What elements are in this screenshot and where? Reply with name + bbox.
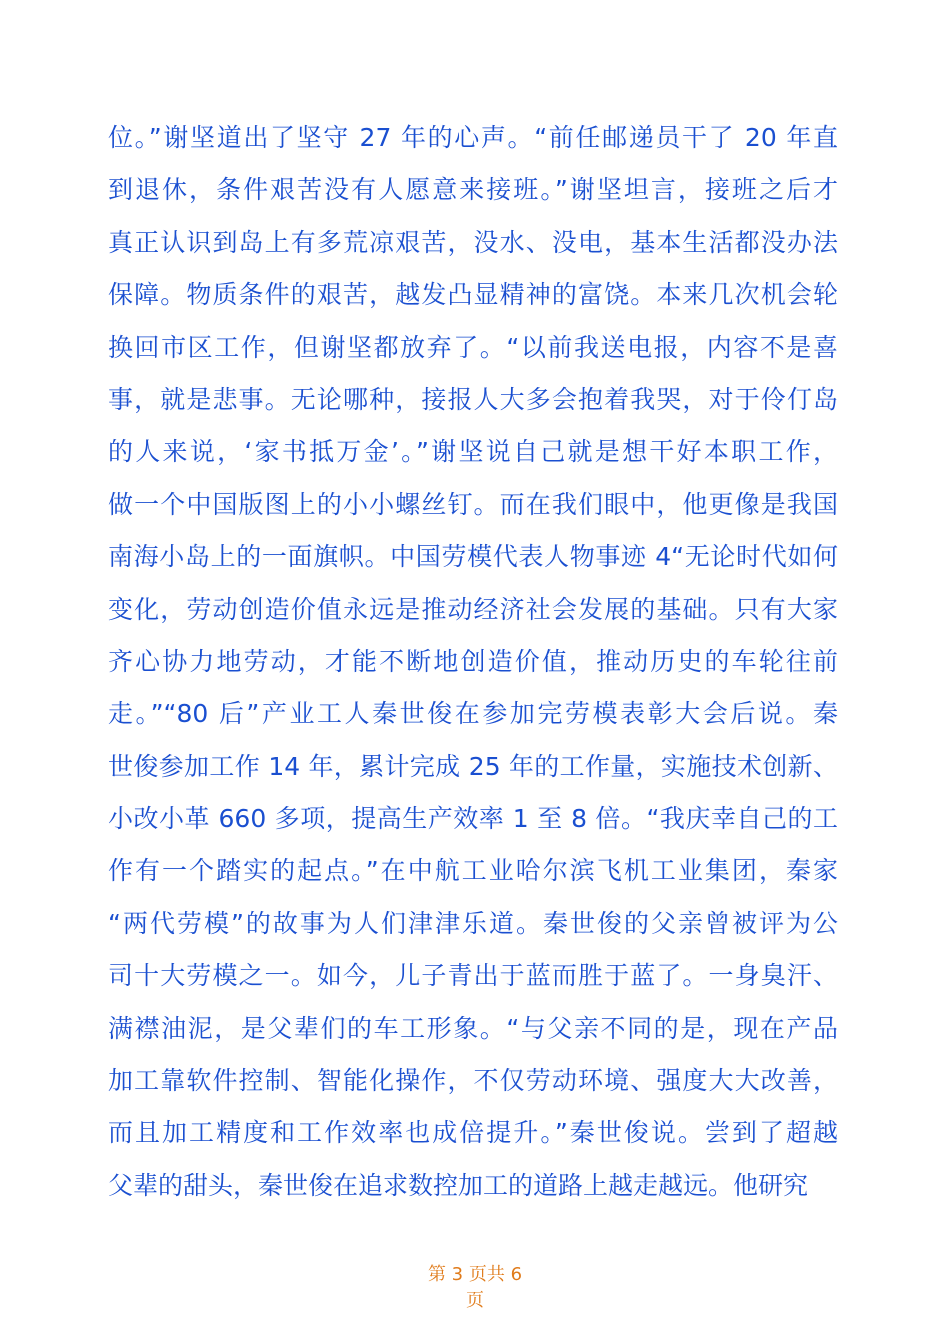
text-line: 南海小岛上的一面旗帜。中国劳模代表人物事迹 4“无论时代如何 (108, 542, 838, 572)
text-line: 位。”谢坚道出了坚守 27 年的心声。“前任邮递员干了 20 年直 (108, 123, 838, 152)
text-line: 到退休，条件艰苦没有人愿意来接班。”谢坚坦言，接班之后才 (108, 175, 838, 205)
text-line: 满襟油泥，是父辈们的车工形象。“与父亲不同的是，现在产品 (108, 1013, 838, 1043)
text-line: “两代劳模”的故事为人们津津乐道。秦世俊的父亲曾被评为公 (108, 908, 838, 938)
text-line: 事，就是悲事。无论哪种，接报人大多会抱着我哭，对于伶仃岛 (108, 384, 838, 414)
text-line: 小改小革 660 多项，提高生产效率 1 至 8 倍。“我庆幸自己的工 (108, 804, 838, 834)
text-line: 司十大劳模之一。如今，儿子青出于蓝而胜于蓝了。一身臭汗、 (108, 961, 838, 991)
text-line: 世俊参加工作 14 年，累计完成 25 年的工作量，实施技术创新、 (108, 751, 838, 781)
page-number-line-2: 页 (466, 1290, 484, 1311)
text-line: 加工靠软件控制、智能化操作，不仅劳动环境、强度大大改善， (108, 1066, 838, 1096)
page-number-footer (0, 1262, 950, 1314)
text-line: 的人来说，‘家书抵万金’。”谢坚说自己就是想干好本职工作， (108, 437, 838, 467)
text-line: 真正认识到岛上有多荒凉艰苦，没水、没电，基本生活都没办法 (108, 227, 838, 257)
text-line: 走。”“80 后”产业工人秦世俊在参加完劳模表彰大会后说。秦 (108, 699, 838, 729)
text-line: 保障。物质条件的艰苦，越发凸显精神的富饶。本来几次机会轮 (108, 280, 838, 310)
text-line: 作有一个踏实的起点。”在中航工业哈尔滨飞机工业集团，秦家 (108, 856, 838, 886)
text-line: 父辈的甜头，秦世俊在追求数控加工的道路上越走越远。他研究 (108, 1170, 809, 1200)
text-line: 换回市区工作，但谢坚都放弃了。“以前我送电报，内容不是喜 (108, 332, 838, 362)
text-line: 齐心协力地劳动，才能不断地创造价值，推动历史的车轮往前 (108, 646, 838, 676)
text-line: 而且加工精度和工作效率也成倍提升。”秦世俊说。尝到了超越 (108, 1118, 838, 1148)
body-text (108, 112, 838, 1212)
text-line: 做一个中国版图上的小小螺丝钉。而在我们眼中，他更像是我国 (108, 489, 838, 519)
page-number-line-1: 第 3 页共 6 (427, 1264, 523, 1285)
text-line: 变化，劳动创造价值永远是推动经济社会发展的基础。只有大家 (108, 594, 838, 624)
